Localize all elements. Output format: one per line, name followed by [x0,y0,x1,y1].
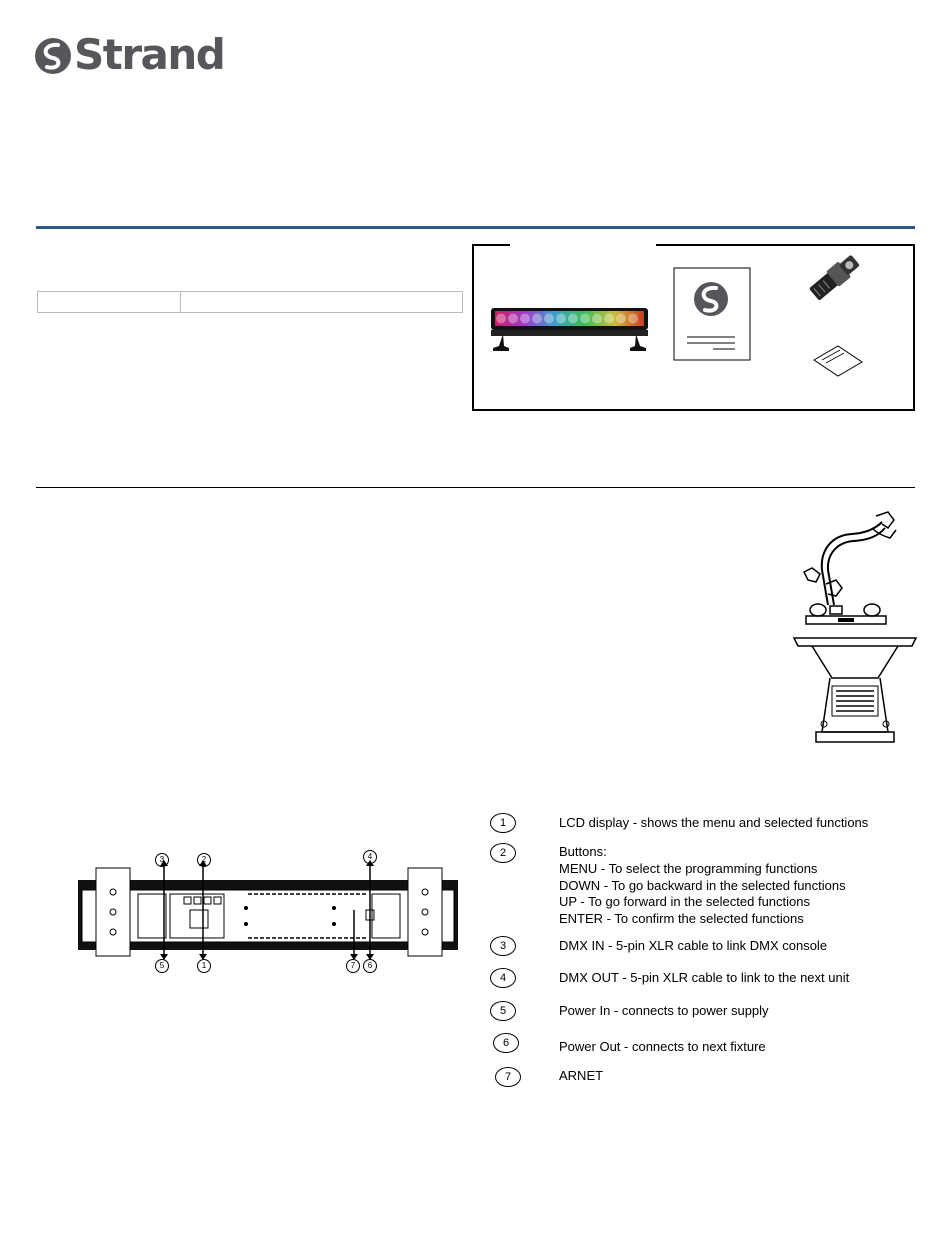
spec-table [37,291,463,313]
section-rule [36,487,915,488]
legend-number: 1 [490,813,516,833]
legend-text: DMX OUT - 5-pin XLR cable to link to the next unit [559,970,850,985]
panel-callout: 5 [155,959,169,973]
fixture-rear-panel-icon [78,850,458,970]
legend-text: UP - To go forward in the selected functions [559,894,810,909]
led-bar-fixture-icon [487,304,652,354]
legend-text: Power In - connects to power supply [559,1003,769,1018]
header-rule [36,226,915,229]
legend-text: Buttons: [559,844,607,859]
panel-callout: 2 [197,853,211,867]
strand-logo-icon [34,36,72,76]
panel-callout: 4 [363,850,377,864]
legend-text: MENU - To select the programming functions [559,861,818,876]
brand-wordmark: Strand [74,30,225,79]
legend-text: ARNET [559,1068,604,1083]
box-title-gap [510,243,656,248]
strand-logo [34,30,234,80]
panel-callout: 3 [155,853,169,867]
legend-number: 5 [490,1001,516,1021]
legend-number: 7 [495,1067,521,1087]
legend-text: ENTER - To confirm the selected functions [559,911,804,926]
legend-number: 6 [493,1033,519,1053]
manual-document-icon [673,267,751,361]
legend-text: LCD display - shows the menu and selected functions [559,815,869,830]
package-contents-box [472,244,915,411]
legend-number: 4 [490,968,516,988]
panel-callout: 7 [346,959,360,973]
legend-number: 2 [490,843,516,863]
xlr-connector-icon [798,248,870,308]
panel-callout: 1 [197,959,211,973]
mounting-clamp-icon [792,510,918,748]
legend-text: DMX IN - 5-pin XLR cable to link DMX console [559,938,828,953]
legend-text: DOWN - To go backward in the selected functions [559,878,846,893]
panel-callout: 6 [363,959,377,973]
legend-text: Power Out - connects to next fixture [559,1039,766,1054]
hardware-bag-icon [808,340,868,380]
legend-number: 3 [490,936,516,956]
table-divider [180,292,181,312]
